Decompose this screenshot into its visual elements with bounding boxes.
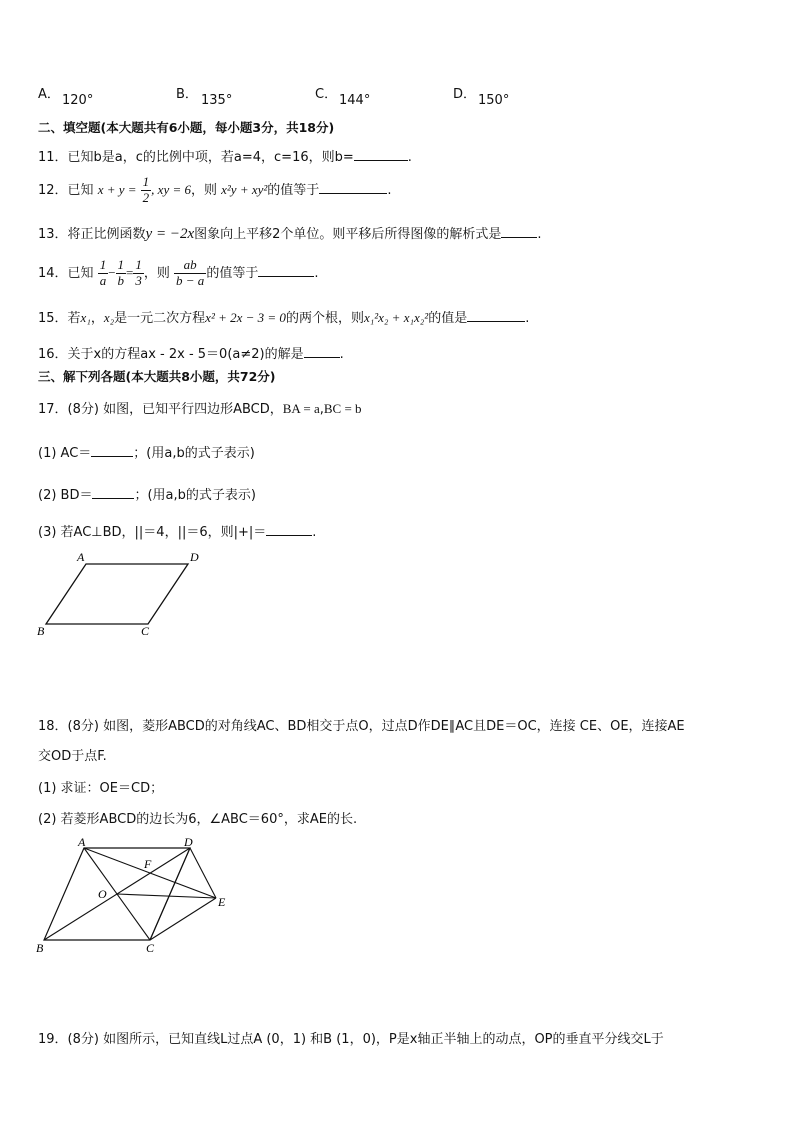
question-18-line1: 18．(8分) 如图，菱形ABCD的对角线AC、BD相交于点O，过点D作DE∥AC且DE＝OC，连接 CE、OE，连接AE bbox=[38, 719, 685, 734]
label-d: D bbox=[184, 836, 193, 849]
segment-oe bbox=[117, 894, 216, 898]
question-15: 15．若x₁，x₂是一元二次方程x² + 2x − 3 = 0的两个根，则x₁²x₂ + x₁x₂²的值是 . bbox=[38, 310, 530, 326]
option-letter: A． bbox=[38, 87, 60, 102]
label-a: A bbox=[77, 550, 85, 564]
question-19: 19．(8分) 如图所示，已知直线L过点A (0，1) 和B (1，0)，P是x轴正半轴上的动点，OP的垂直平分线交L于 bbox=[38, 1032, 664, 1047]
question-17-part3: (3) 若AC⊥BD，||＝4，||＝6，则|+|＝ . bbox=[38, 525, 317, 540]
label-b: B bbox=[36, 941, 44, 955]
label-f: F bbox=[144, 857, 152, 871]
question-12: 12．已知 x + y = $\frac{1}{2}$ , xy = 6，则 x²y + xy²的值等于 . bbox=[38, 174, 392, 205]
segment-dc bbox=[150, 848, 190, 940]
question-18-line2: 交OD于点F. bbox=[38, 749, 107, 764]
option-d: D． bbox=[453, 87, 477, 102]
question-16: 16．关于x的方程ax - 2x - 5＝0(a≠2)的解是 . bbox=[38, 347, 344, 362]
question-18-part2: (2) 若菱形ABCD的边长为6，∠ABC＝60°，求AE的长. bbox=[38, 812, 358, 827]
label-o: O bbox=[98, 887, 107, 901]
segment-ce bbox=[150, 898, 216, 940]
question-18-part1: (1) 求证：OE＝CD； bbox=[38, 781, 164, 796]
segment-de bbox=[190, 848, 216, 898]
label-c: C bbox=[141, 624, 150, 638]
option-c-value: 144° bbox=[339, 93, 371, 108]
fraction: $\frac{1}{2}$ bbox=[142, 174, 150, 205]
question-17-stem: 17．(8分) 如图，已知平行四边形ABCD，BA = a,BC = b bbox=[38, 401, 362, 417]
parallelogram-outline bbox=[46, 564, 188, 624]
question-14: 14．已知 $\frac{1}{a}$ − $\frac{1}{b}$ = $\frac{1}{3}$ ，则 $\frac{ab}{b - a}$ 的值等于 . bbox=[38, 257, 319, 288]
label-c: C bbox=[146, 941, 155, 955]
label-d: D bbox=[190, 550, 199, 564]
label-b: B bbox=[37, 624, 45, 638]
label-a: A bbox=[78, 836, 86, 849]
question-17-part1: (1) AC＝ ；(用a,b的式子表示) bbox=[38, 446, 255, 461]
option-a bbox=[38, 88, 60, 101]
option-b: B． bbox=[176, 87, 198, 102]
label-e: E bbox=[218, 895, 226, 909]
option-d-value: 150° bbox=[478, 93, 510, 108]
question-13: 13．将正比例函数y = −2x图象向上平移2个单位。则平移后所得图像的解析式是 . bbox=[38, 226, 542, 242]
question-11: 11．已知b是a，c的比例中项，若a=4，c=16，则b= . bbox=[38, 150, 412, 165]
option-a-value: 120° bbox=[62, 93, 94, 108]
option-c: C． bbox=[315, 87, 338, 102]
option-b-value: 135° bbox=[201, 93, 233, 108]
section2-heading: 二、填空题(本大题共有6小题，每小题3分，共18分) bbox=[38, 120, 335, 135]
figure-18-rhombus bbox=[34, 836, 234, 958]
figure-17-parallelogram bbox=[36, 548, 216, 644]
section3-heading: 三、解下列各题(本大题共8小题，共72分) bbox=[38, 369, 276, 384]
question-17-part2: (2) BD＝ ；(用a,b的式子表示) bbox=[38, 488, 256, 503]
